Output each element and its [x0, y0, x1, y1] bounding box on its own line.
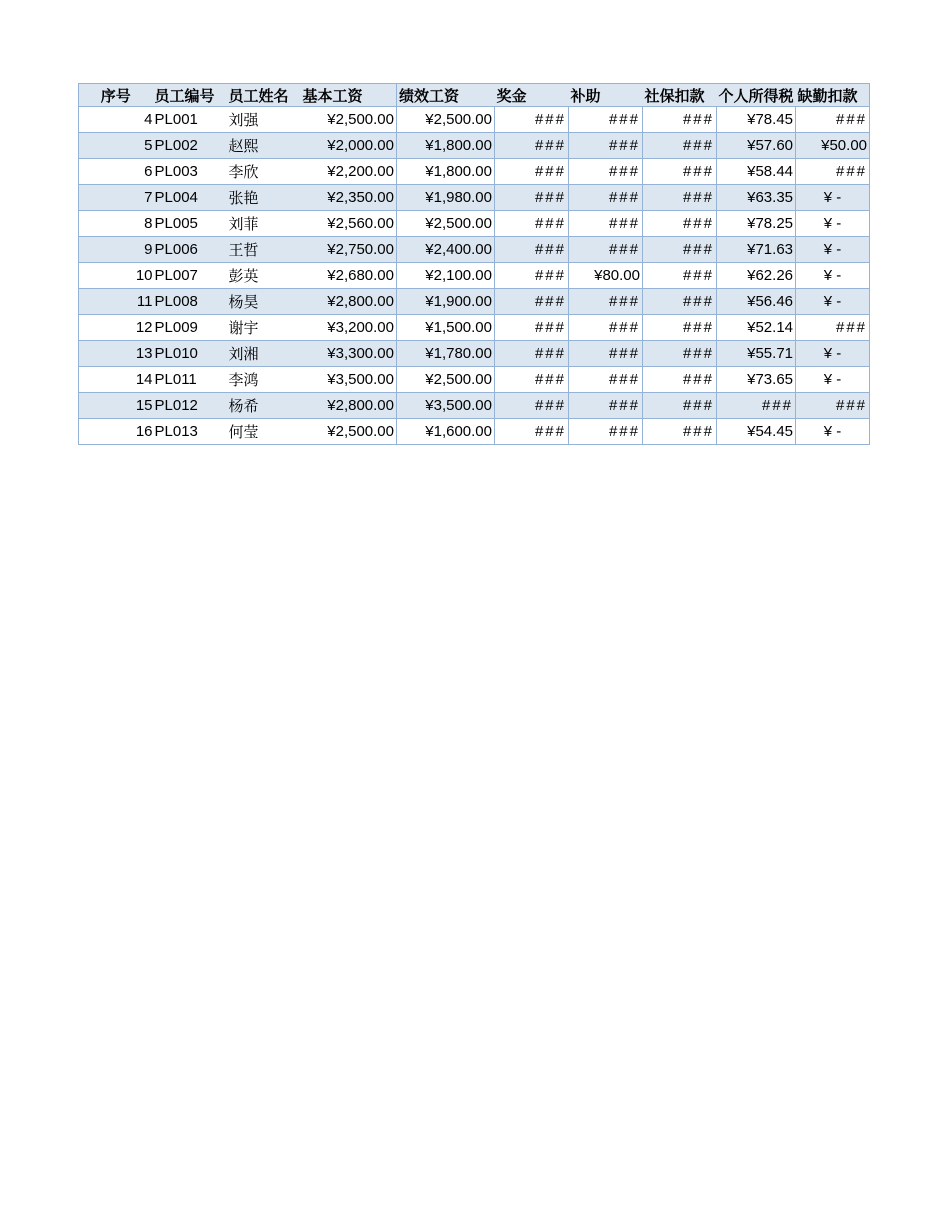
cell-social-insurance[interactable]: ###: [643, 159, 717, 185]
table-row: [79, 185, 870, 211]
cell-subsidy[interactable]: ###: [569, 107, 643, 133]
cell-employee-id[interactable]: PL005: [153, 211, 227, 237]
cell-performance-pay[interactable]: ¥1,980.00: [397, 185, 495, 211]
table-row: [79, 341, 870, 367]
cell-employee-name[interactable]: 王哲: [227, 237, 301, 263]
cell-employee-id[interactable]: PL013: [153, 419, 227, 445]
cell-base-salary[interactable]: ¥2,560.00: [301, 211, 397, 237]
cell-seq[interactable]: 8: [79, 211, 153, 237]
cell-seq[interactable]: 6: [79, 159, 153, 185]
cell-absence-deduction[interactable]: ¥50.00: [796, 133, 870, 159]
cell-income-tax[interactable]: ¥78.25: [717, 211, 796, 237]
cell-performance-pay[interactable]: ¥2,500.00: [397, 211, 495, 237]
cell-absence-deduction[interactable]: ¥ -: [796, 185, 870, 211]
header-employee-id[interactable]: 员工编号: [153, 84, 227, 107]
cell-base-salary[interactable]: ¥2,680.00: [301, 263, 397, 289]
cell-performance-pay[interactable]: ¥2,500.00: [397, 107, 495, 133]
cell-employee-name[interactable]: 谢宇: [227, 315, 301, 341]
cell-social-insurance[interactable]: ###: [643, 367, 717, 393]
cell-seq[interactable]: 5: [79, 133, 153, 159]
cell-base-salary[interactable]: ¥2,500.00: [301, 107, 397, 133]
cell-base-salary[interactable]: ¥2,500.00: [301, 419, 397, 445]
cell-base-salary[interactable]: ¥3,200.00: [301, 315, 397, 341]
cell-employee-id[interactable]: PL012: [153, 393, 227, 419]
cell-bonus[interactable]: ###: [495, 159, 569, 185]
table-row: [79, 211, 870, 237]
cell-subsidy[interactable]: ###: [569, 341, 643, 367]
cell-employee-name[interactable]: 赵熙: [227, 133, 301, 159]
cell-absence-deduction[interactable]: ###: [796, 159, 870, 185]
cell-seq[interactable]: 15: [79, 393, 153, 419]
cell-bonus[interactable]: ###: [495, 419, 569, 445]
cell-employee-id[interactable]: PL011: [153, 367, 227, 393]
cell-base-salary[interactable]: ¥2,800.00: [301, 393, 397, 419]
cell-employee-id[interactable]: PL001: [153, 107, 227, 133]
table-row: [79, 159, 870, 185]
salary-sheet: [78, 83, 870, 445]
cell-income-tax[interactable]: ¥52.14: [717, 315, 796, 341]
cell-bonus[interactable]: ###: [495, 211, 569, 237]
cell-subsidy[interactable]: ###: [569, 393, 643, 419]
cell-bonus[interactable]: ###: [495, 393, 569, 419]
cell-absence-deduction[interactable]: ¥ -: [796, 289, 870, 315]
table-row: [79, 107, 870, 133]
cell-seq[interactable]: 14: [79, 367, 153, 393]
cell-bonus[interactable]: ###: [495, 367, 569, 393]
cell-absence-deduction[interactable]: ¥ -: [796, 211, 870, 237]
cell-employee-name[interactable]: 李欣: [227, 159, 301, 185]
cell-social-insurance[interactable]: ###: [643, 185, 717, 211]
cell-social-insurance[interactable]: ###: [643, 341, 717, 367]
cell-income-tax[interactable]: ¥62.26: [717, 263, 796, 289]
table-row: [79, 315, 870, 341]
cell-subsidy[interactable]: ###: [569, 237, 643, 263]
header-row: [79, 84, 870, 107]
cell-seq[interactable]: 9: [79, 237, 153, 263]
cell-employee-name[interactable]: 杨昊: [227, 289, 301, 315]
cell-base-salary[interactable]: ¥3,300.00: [301, 341, 397, 367]
cell-employee-id[interactable]: PL002: [153, 133, 227, 159]
cell-income-tax[interactable]: ¥55.71: [717, 341, 796, 367]
cell-performance-pay[interactable]: ¥1,800.00: [397, 133, 495, 159]
cell-absence-deduction[interactable]: ###: [796, 315, 870, 341]
cell-subsidy[interactable]: ###: [569, 133, 643, 159]
table-body: [79, 107, 870, 445]
cell-seq[interactable]: 7: [79, 185, 153, 211]
cell-bonus[interactable]: ###: [495, 107, 569, 133]
cell-employee-id[interactable]: PL009: [153, 315, 227, 341]
cell-seq[interactable]: 16: [79, 419, 153, 445]
header-base-salary[interactable]: 基本工资: [301, 84, 397, 107]
cell-subsidy[interactable]: ###: [569, 367, 643, 393]
cell-seq[interactable]: 10: [79, 263, 153, 289]
cell-income-tax[interactable]: ###: [717, 393, 796, 419]
header-seq[interactable]: 序号: [79, 84, 153, 107]
cell-social-insurance[interactable]: ###: [643, 263, 717, 289]
cell-income-tax[interactable]: ¥56.46: [717, 289, 796, 315]
cell-performance-pay[interactable]: ¥1,500.00: [397, 315, 495, 341]
cell-employee-id[interactable]: PL006: [153, 237, 227, 263]
cell-absence-deduction[interactable]: ¥ -: [796, 367, 870, 393]
cell-social-insurance[interactable]: ###: [643, 107, 717, 133]
cell-seq[interactable]: 12: [79, 315, 153, 341]
cell-absence-deduction[interactable]: ¥ -: [796, 237, 870, 263]
table-row: [79, 289, 870, 315]
cell-performance-pay[interactable]: ¥2,100.00: [397, 263, 495, 289]
cell-employee-name[interactable]: 彭英: [227, 263, 301, 289]
cell-employee-id[interactable]: PL007: [153, 263, 227, 289]
table-row: [79, 133, 870, 159]
cell-bonus[interactable]: ###: [495, 289, 569, 315]
cell-income-tax[interactable]: ¥78.45: [717, 107, 796, 133]
cell-subsidy[interactable]: ###: [569, 289, 643, 315]
cell-income-tax[interactable]: ¥54.45: [717, 419, 796, 445]
table-row: [79, 393, 870, 419]
cell-base-salary[interactable]: ¥2,800.00: [301, 289, 397, 315]
cell-subsidy[interactable]: ###: [569, 419, 643, 445]
cell-subsidy[interactable]: ¥80.00: [569, 263, 643, 289]
cell-seq[interactable]: 11: [79, 289, 153, 315]
cell-base-salary[interactable]: ¥2,200.00: [301, 159, 397, 185]
cell-bonus[interactable]: ###: [495, 263, 569, 289]
salary-table: [78, 83, 870, 445]
header-employee-name[interactable]: 员工姓名: [227, 84, 301, 107]
cell-income-tax[interactable]: ¥73.65: [717, 367, 796, 393]
cell-employee-name[interactable]: 刘强: [227, 107, 301, 133]
cell-absence-deduction[interactable]: ###: [796, 107, 870, 133]
header-income-tax[interactable]: 个人所得税: [717, 84, 796, 107]
cell-income-tax[interactable]: ¥58.44: [717, 159, 796, 185]
cell-absence-deduction[interactable]: ¥ -: [796, 419, 870, 445]
cell-social-insurance[interactable]: ###: [643, 237, 717, 263]
header-social-insurance[interactable]: 社保扣款: [643, 84, 717, 107]
cell-bonus[interactable]: ###: [495, 315, 569, 341]
cell-bonus[interactable]: ###: [495, 341, 569, 367]
cell-income-tax[interactable]: ¥57.60: [717, 133, 796, 159]
cell-employee-name[interactable]: 何莹: [227, 419, 301, 445]
header-bonus[interactable]: 奖金: [495, 84, 569, 107]
table-row: [79, 263, 870, 289]
cell-bonus[interactable]: ###: [495, 185, 569, 211]
cell-absence-deduction[interactable]: ###: [796, 393, 870, 419]
cell-social-insurance[interactable]: ###: [643, 289, 717, 315]
cell-employee-name[interactable]: 张艳: [227, 185, 301, 211]
cell-performance-pay[interactable]: ¥3,500.00: [397, 393, 495, 419]
cell-subsidy[interactable]: ###: [569, 211, 643, 237]
cell-subsidy[interactable]: ###: [569, 159, 643, 185]
cell-employee-id[interactable]: PL008: [153, 289, 227, 315]
cell-performance-pay[interactable]: ¥1,780.00: [397, 341, 495, 367]
cell-base-salary[interactable]: ¥2,000.00: [301, 133, 397, 159]
cell-base-salary[interactable]: ¥3,500.00: [301, 367, 397, 393]
cell-performance-pay[interactable]: ¥1,900.00: [397, 289, 495, 315]
cell-employee-name[interactable]: 刘湘: [227, 341, 301, 367]
cell-social-insurance[interactable]: ###: [643, 419, 717, 445]
cell-subsidy[interactable]: ###: [569, 315, 643, 341]
cell-bonus[interactable]: ###: [495, 133, 569, 159]
cell-bonus[interactable]: ###: [495, 237, 569, 263]
cell-subsidy[interactable]: ###: [569, 185, 643, 211]
cell-performance-pay[interactable]: ¥1,600.00: [397, 419, 495, 445]
cell-absence-deduction[interactable]: ¥ -: [796, 263, 870, 289]
cell-employee-id[interactable]: PL004: [153, 185, 227, 211]
cell-employee-id[interactable]: PL010: [153, 341, 227, 367]
cell-performance-pay[interactable]: ¥2,400.00: [397, 237, 495, 263]
table-row: [79, 237, 870, 263]
cell-income-tax[interactable]: ¥71.63: [717, 237, 796, 263]
cell-employee-name[interactable]: 杨希: [227, 393, 301, 419]
cell-social-insurance[interactable]: ###: [643, 211, 717, 237]
cell-seq[interactable]: 4: [79, 107, 153, 133]
cell-performance-pay[interactable]: ¥2,500.00: [397, 367, 495, 393]
header-absence-deduction[interactable]: 缺勤扣款: [796, 84, 870, 107]
cell-base-salary[interactable]: ¥2,350.00: [301, 185, 397, 211]
cell-social-insurance[interactable]: ###: [643, 133, 717, 159]
cell-performance-pay[interactable]: ¥1,800.00: [397, 159, 495, 185]
cell-base-salary[interactable]: ¥2,750.00: [301, 237, 397, 263]
cell-employee-id[interactable]: PL003: [153, 159, 227, 185]
cell-income-tax[interactable]: ¥63.35: [717, 185, 796, 211]
cell-employee-name[interactable]: 刘菲: [227, 211, 301, 237]
header-performance-pay[interactable]: 绩效工资: [397, 84, 495, 107]
cell-social-insurance[interactable]: ###: [643, 393, 717, 419]
table-row: [79, 367, 870, 393]
table-row: [79, 419, 870, 445]
cell-seq[interactable]: 13: [79, 341, 153, 367]
cell-absence-deduction[interactable]: ¥ -: [796, 341, 870, 367]
header-subsidy[interactable]: 补助: [569, 84, 643, 107]
cell-employee-name[interactable]: 李鸿: [227, 367, 301, 393]
cell-social-insurance[interactable]: ###: [643, 315, 717, 341]
